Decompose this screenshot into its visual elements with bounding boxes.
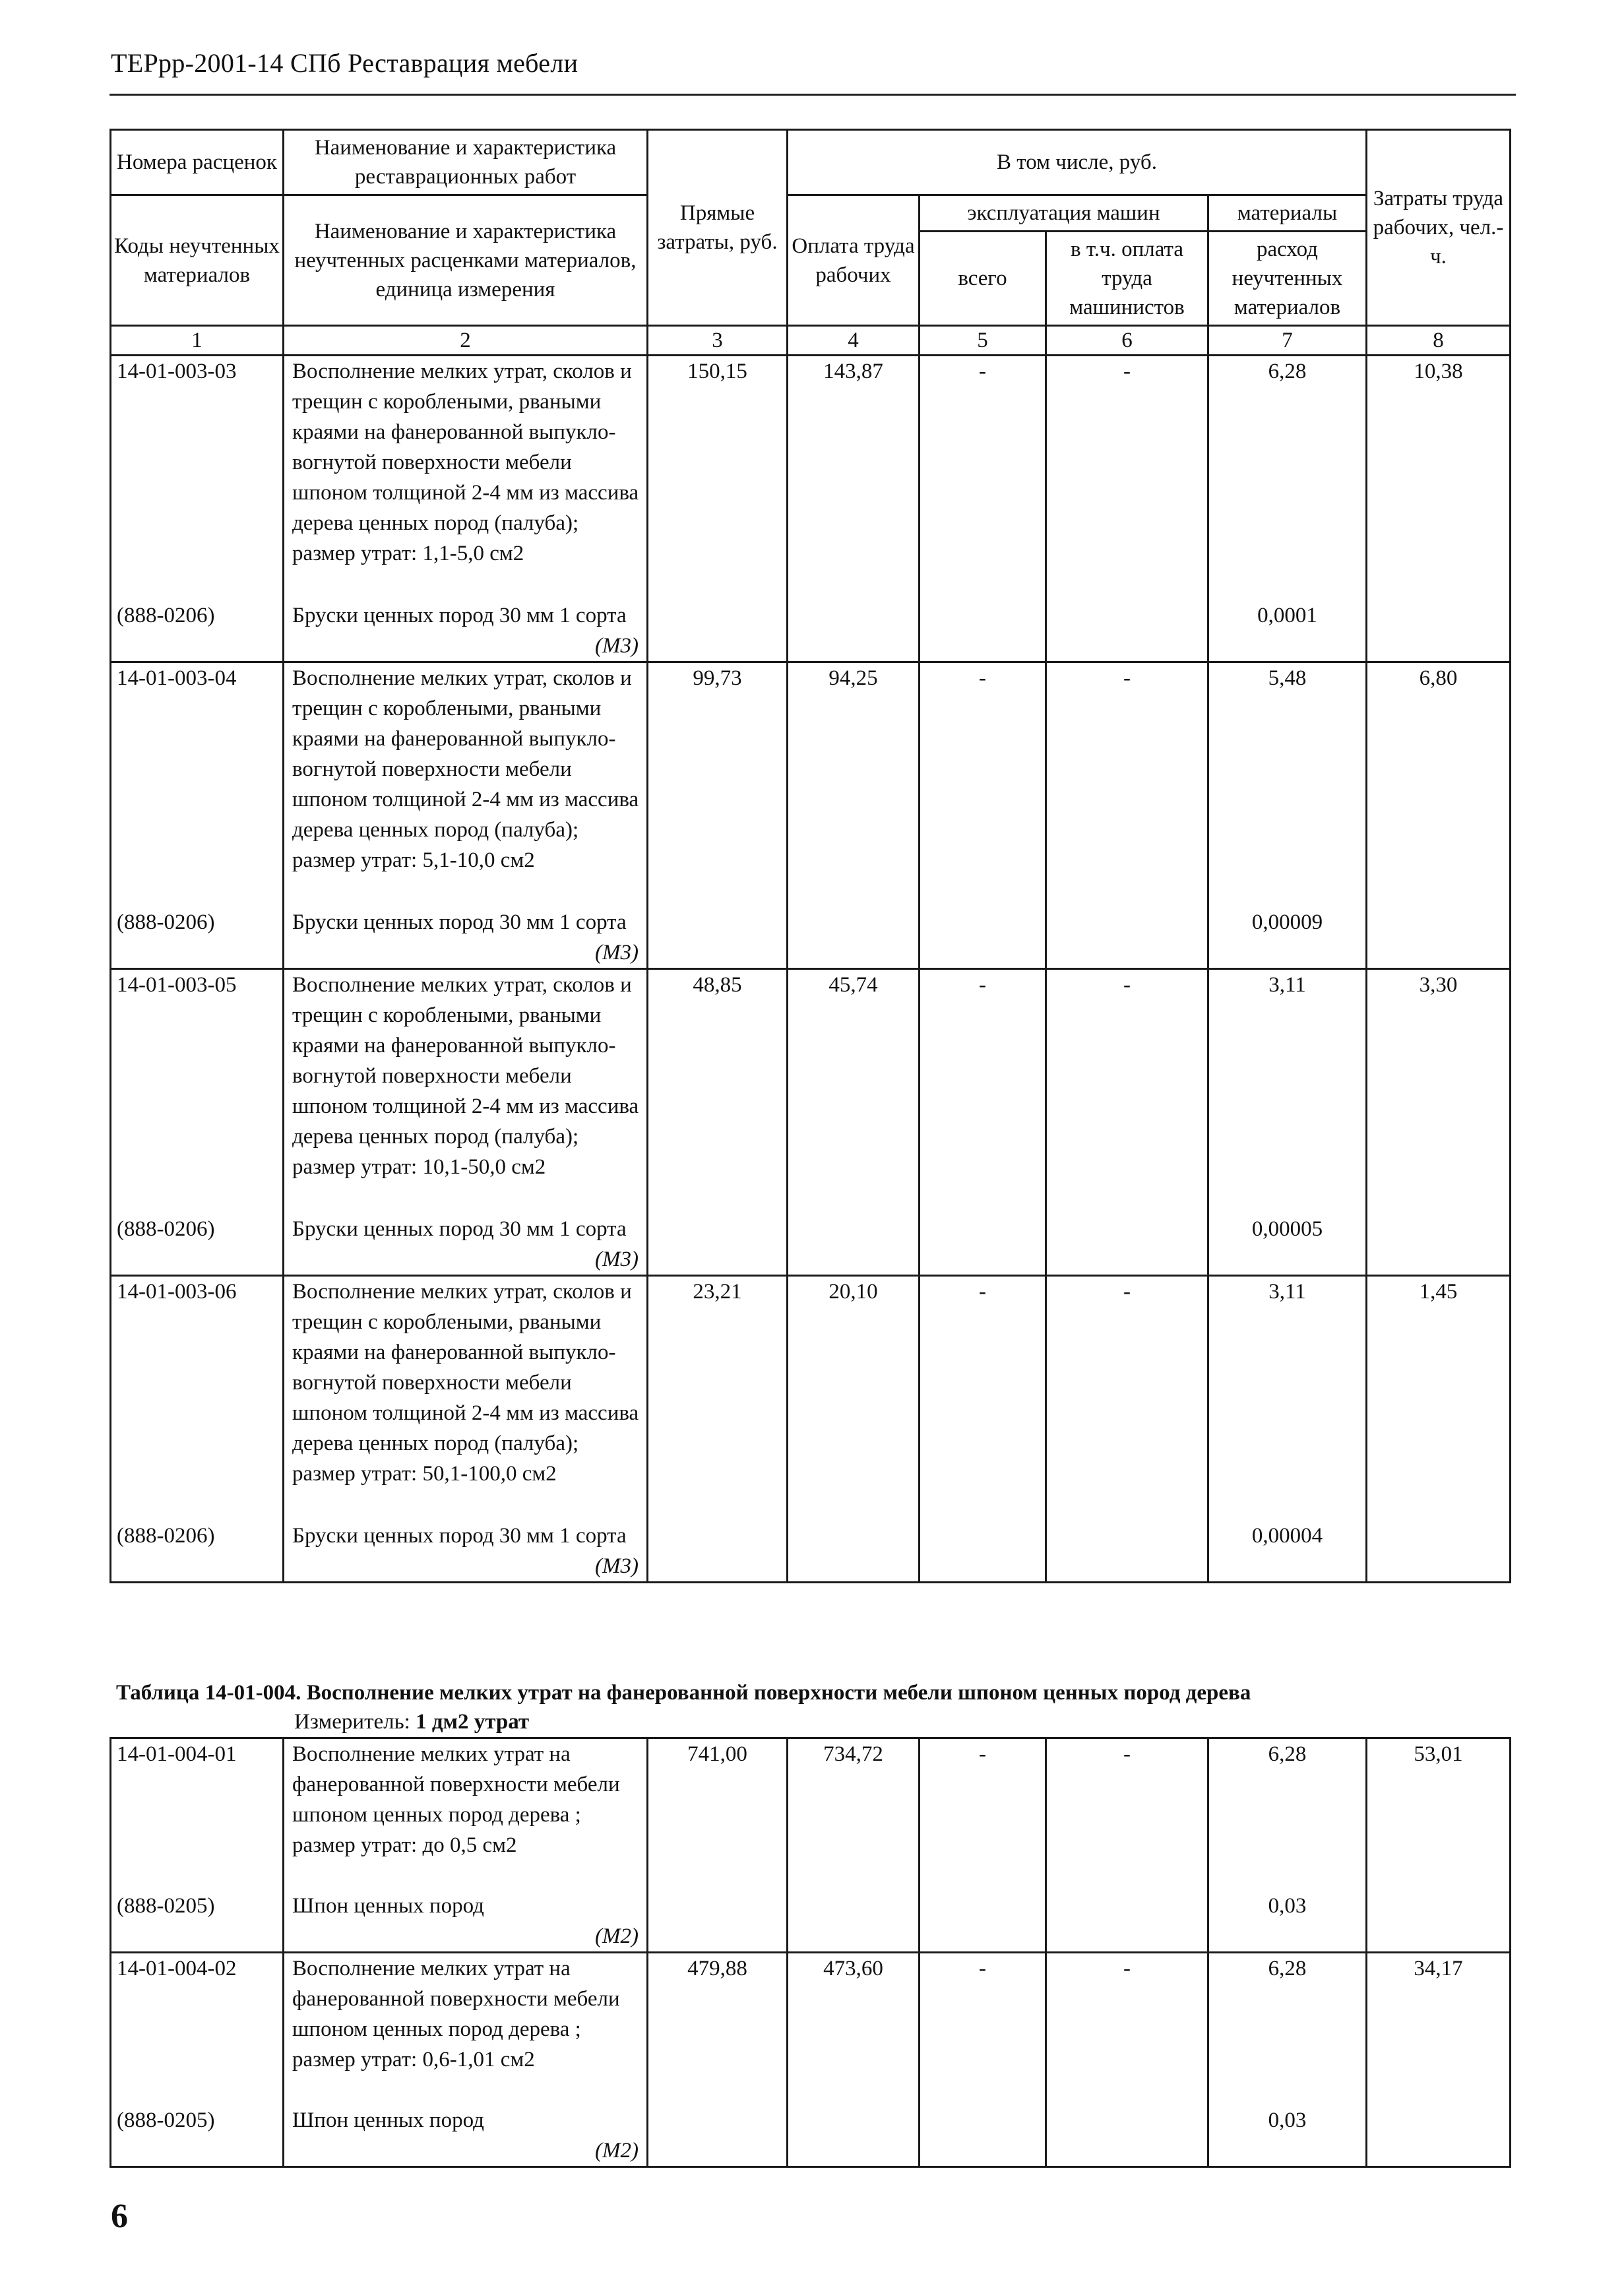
- machinist-labor-cell: [1046, 662, 1208, 969]
- table-caption: Таблица 14-01-004. Восполнение мелких утрат на фанерованной поверхности мебели шпоном ценных пород дерева: [116, 1681, 1251, 1705]
- code-cell: [111, 1276, 284, 1583]
- materials-cell: [1208, 1738, 1367, 1953]
- material-name: Бруски ценных пород 30 мм 1 сорта: [292, 604, 627, 627]
- material-unit: (М3): [595, 634, 639, 658]
- machine-cost: -: [979, 1957, 986, 1980]
- labor-cost-cell: [788, 356, 920, 662]
- table-row: [111, 1738, 1511, 1953]
- hours-cell: [1367, 1738, 1511, 1953]
- desc-cell: [284, 1738, 648, 1953]
- machine-cost: -: [979, 1280, 986, 1304]
- labor-cost: 20,10: [828, 1280, 878, 1304]
- table-row: [111, 1953, 1511, 2167]
- machinist-labor-cell: [1046, 1276, 1208, 1583]
- machine-cost-cell: [920, 1738, 1046, 1953]
- table-row: [111, 969, 1511, 1276]
- labor-hours: 1,45: [1419, 1280, 1458, 1304]
- hours-cell: [1367, 1953, 1511, 2167]
- machine-cost-cell: [920, 1276, 1046, 1583]
- machinist-labor: -: [1123, 360, 1131, 383]
- rate-code: 14-01-003-03: [117, 360, 237, 383]
- material-qty: 0,00005: [1251, 1217, 1323, 1241]
- direct-cost: 48,85: [693, 973, 742, 997]
- direct-cost: 741,00: [687, 1742, 747, 1766]
- materials-cell: [1208, 1953, 1367, 2167]
- col-header-kody: Коды неучтенных материалов: [111, 195, 284, 326]
- labor-cost-cell: [788, 662, 920, 969]
- rates-table: [109, 129, 1511, 1583]
- code-cell: [111, 662, 284, 969]
- labor-cost-cell: [788, 969, 920, 1276]
- rate-description: Восполнение мелких утрат на фанерованной поверхности мебели шпоном ценных пород дерева ; размер утрат: 0,6-1,01 см2: [292, 1957, 620, 2071]
- labor-cost-cell: [788, 1276, 920, 1583]
- direct-cost: 479,88: [687, 1957, 747, 1980]
- materials-cost: 3,11: [1268, 973, 1306, 997]
- labor-cost: 143,87: [823, 360, 883, 383]
- labor-cost: 473,60: [823, 1957, 883, 1980]
- machine-cost: -: [979, 973, 986, 997]
- machinist-labor: -: [1123, 1742, 1131, 1766]
- material-qty: 0,03: [1268, 2108, 1307, 2132]
- col-number: 5: [920, 326, 1046, 356]
- direct-cost-cell: [648, 969, 788, 1276]
- col-number: 7: [1208, 326, 1367, 356]
- direct-cost-cell: [648, 662, 788, 969]
- col-header-rashod: расход неучтенных материалов: [1208, 232, 1367, 326]
- col-number: 2: [284, 326, 648, 356]
- labor-hours: 10,38: [1414, 360, 1463, 383]
- code-cell: [111, 969, 284, 1276]
- material-name: Бруски ценных пород 30 мм 1 сорта: [292, 1217, 627, 1241]
- col-number: 4: [788, 326, 920, 356]
- labor-cost-cell: [788, 1738, 920, 1953]
- col-header-vtom: В том числе, руб.: [788, 130, 1367, 195]
- material-qty: 0,00004: [1251, 1524, 1323, 1548]
- materials-cell: [1208, 662, 1367, 969]
- machine-cost: -: [979, 360, 986, 383]
- labor-hours: 34,17: [1414, 1957, 1463, 1980]
- col-header-materialy: материалы: [1208, 195, 1367, 232]
- hours-cell: [1367, 662, 1511, 969]
- labor-cost-cell: [788, 1953, 920, 2167]
- desc-cell: [284, 662, 648, 969]
- col-header-ekspl: эксплуатация машин: [920, 195, 1208, 232]
- desc-cell: [284, 969, 648, 1276]
- materials-cost: 6,28: [1268, 1742, 1307, 1766]
- material-unit: (М2): [595, 2139, 639, 2163]
- hours-cell: [1367, 356, 1511, 662]
- col-header-naim: Наименование и характеристика реставрационных работ: [284, 130, 648, 195]
- materials-cell: [1208, 969, 1367, 1276]
- machine-cost: -: [979, 1742, 986, 1766]
- desc-cell: [284, 356, 648, 662]
- rate-code: 14-01-003-06: [117, 1280, 237, 1304]
- material-code: (888-0206): [117, 604, 215, 627]
- col-header-nomera: Номера расценок: [111, 130, 284, 195]
- material-unit: (М3): [595, 941, 639, 964]
- table-row: [111, 356, 1511, 662]
- machine-cost-cell: [920, 662, 1046, 969]
- page-number: 6: [111, 2197, 128, 2235]
- rate-code: 14-01-004-02: [117, 1957, 237, 1980]
- materials-cost: 6,28: [1268, 360, 1307, 383]
- direct-cost: 99,73: [693, 666, 742, 690]
- material-qty: 0,0001: [1257, 604, 1317, 627]
- hours-cell: [1367, 969, 1511, 1276]
- table-row: [111, 662, 1511, 969]
- material-code: (888-0205): [117, 1894, 215, 1918]
- material-code: (888-0205): [117, 2108, 215, 2132]
- machinist-labor: -: [1123, 973, 1131, 997]
- code-cell: [111, 1953, 284, 2167]
- direct-cost-cell: [648, 356, 788, 662]
- machinist-labor-cell: [1046, 1738, 1208, 1953]
- labor-cost: 734,72: [823, 1742, 883, 1766]
- machinist-labor: -: [1123, 1957, 1131, 1980]
- direct-cost: 23,21: [693, 1280, 742, 1304]
- page-header: ТЕРрр-2001-14 СПб Реставрация мебели: [111, 48, 578, 78]
- col-header-pryamye: Прямые затраты, руб.: [648, 130, 788, 326]
- rate-code: 14-01-003-04: [117, 666, 237, 690]
- rates-table-2: [109, 1737, 1511, 2168]
- materials-cost: 5,48: [1268, 666, 1307, 690]
- material-unit: (М3): [595, 1554, 639, 1578]
- material-unit: (М2): [595, 1924, 639, 1948]
- machine-cost: -: [979, 666, 986, 690]
- col-number: 3: [648, 326, 788, 356]
- machinist-labor: -: [1123, 666, 1131, 690]
- material-name: Шпон ценных пород: [292, 1894, 484, 1918]
- machine-cost-cell: [920, 969, 1046, 1276]
- col-number: 6: [1046, 326, 1208, 356]
- material-name: Бруски ценных пород 30 мм 1 сорта: [292, 910, 627, 934]
- direct-cost-cell: [648, 1953, 788, 2167]
- hours-cell: [1367, 1276, 1511, 1583]
- machinist-labor-cell: [1046, 1953, 1208, 2167]
- col-header-naim2: Наименование и характеристика неучтенных расценками материалов, единица измерения: [284, 195, 648, 326]
- labor-hours: 3,30: [1419, 973, 1458, 997]
- materials-cost: 3,11: [1268, 1280, 1306, 1304]
- labor-hours: 53,01: [1414, 1742, 1463, 1766]
- col-header-oplata: Оплата труда рабочих: [788, 195, 920, 326]
- direct-cost-cell: [648, 1276, 788, 1583]
- desc-cell: [284, 1953, 648, 2167]
- rate-code: 14-01-003-05: [117, 973, 237, 997]
- materials-cost: 6,28: [1268, 1957, 1307, 1980]
- material-code: (888-0206): [117, 1217, 215, 1241]
- meter-label: Измеритель:: [294, 1710, 410, 1734]
- rate-description: Восполнение мелких утрат, сколов и трещин с короблеными, рваными краями на фанерованной выпукло-вогнутой поверхности мебели шпоном толщиной 2-4 мм из массива дерева ценных пород (палуба); размер утрат: 10,1-50,0 см2: [292, 973, 639, 1179]
- machinist-labor: -: [1123, 1280, 1131, 1304]
- direct-cost-cell: [648, 1738, 788, 1953]
- code-cell: [111, 1738, 284, 1953]
- machinist-labor-cell: [1046, 356, 1208, 662]
- material-code: (888-0206): [117, 910, 215, 934]
- rate-code: 14-01-004-01: [117, 1742, 237, 1766]
- materials-cell: [1208, 1276, 1367, 1583]
- col-header-zatraty: Затраты труда рабочих, чел.-ч.: [1367, 130, 1511, 326]
- rate-description: Восполнение мелких утрат, сколов и трещин с короблеными, рваными краями на фанерованной выпукло-вогнутой поверхности мебели шпоном толщиной 2-4 мм из массива дерева ценных пород (палуба); размер утрат: 5,1-10,0 см2: [292, 666, 639, 872]
- rate-description: Восполнение мелких утрат, сколов и трещин с короблеными, рваными краями на фанерованной выпукло-вогнутой поверхности мебели шпоном толщиной 2-4 мм из массива дерева ценных пород (палуба); размер утрат: 50,1-100,0 см2: [292, 1280, 639, 1486]
- col-header-vsego: всего: [920, 232, 1046, 326]
- material-name: Бруски ценных пород 30 мм 1 сорта: [292, 1524, 627, 1548]
- material-code: (888-0206): [117, 1524, 215, 1548]
- desc-cell: [284, 1276, 648, 1583]
- meter-line: [294, 1710, 529, 1734]
- machinist-labor-cell: [1046, 969, 1208, 1276]
- meter-value: 1 дм2 утрат: [416, 1710, 530, 1734]
- direct-cost: 150,15: [687, 360, 747, 383]
- table-row: [111, 1276, 1511, 1583]
- labor-cost: 45,74: [828, 973, 878, 997]
- labor-hours: 6,80: [1419, 666, 1458, 690]
- material-qty: 0,03: [1268, 1894, 1307, 1918]
- labor-cost: 94,25: [828, 666, 878, 690]
- code-cell: [111, 356, 284, 662]
- material-qty: 0,00009: [1251, 910, 1323, 934]
- rate-description: Восполнение мелких утрат, сколов и трещин с короблеными, рваными краями на фанерованной выпукло-вогнутой поверхности мебели шпоном толщиной 2-4 мм из массива дерева ценных пород (палуба); размер утрат: 1,1-5,0 см2: [292, 360, 639, 565]
- col-number: 8: [1367, 326, 1511, 356]
- col-number: 1: [111, 326, 284, 356]
- header-rule: [109, 94, 1516, 96]
- machine-cost-cell: [920, 1953, 1046, 2167]
- machine-cost-cell: [920, 356, 1046, 662]
- materials-cell: [1208, 356, 1367, 662]
- material-unit: (М3): [595, 1248, 639, 1271]
- rate-description: Восполнение мелких утрат на фанерованной поверхности мебели шпоном ценных пород дерева ; размер утрат: до 0,5 см2: [292, 1742, 620, 1857]
- col-header-vtch: в т.ч. оплата труда машинистов: [1046, 232, 1208, 326]
- material-name: Шпон ценных пород: [292, 2108, 484, 2132]
